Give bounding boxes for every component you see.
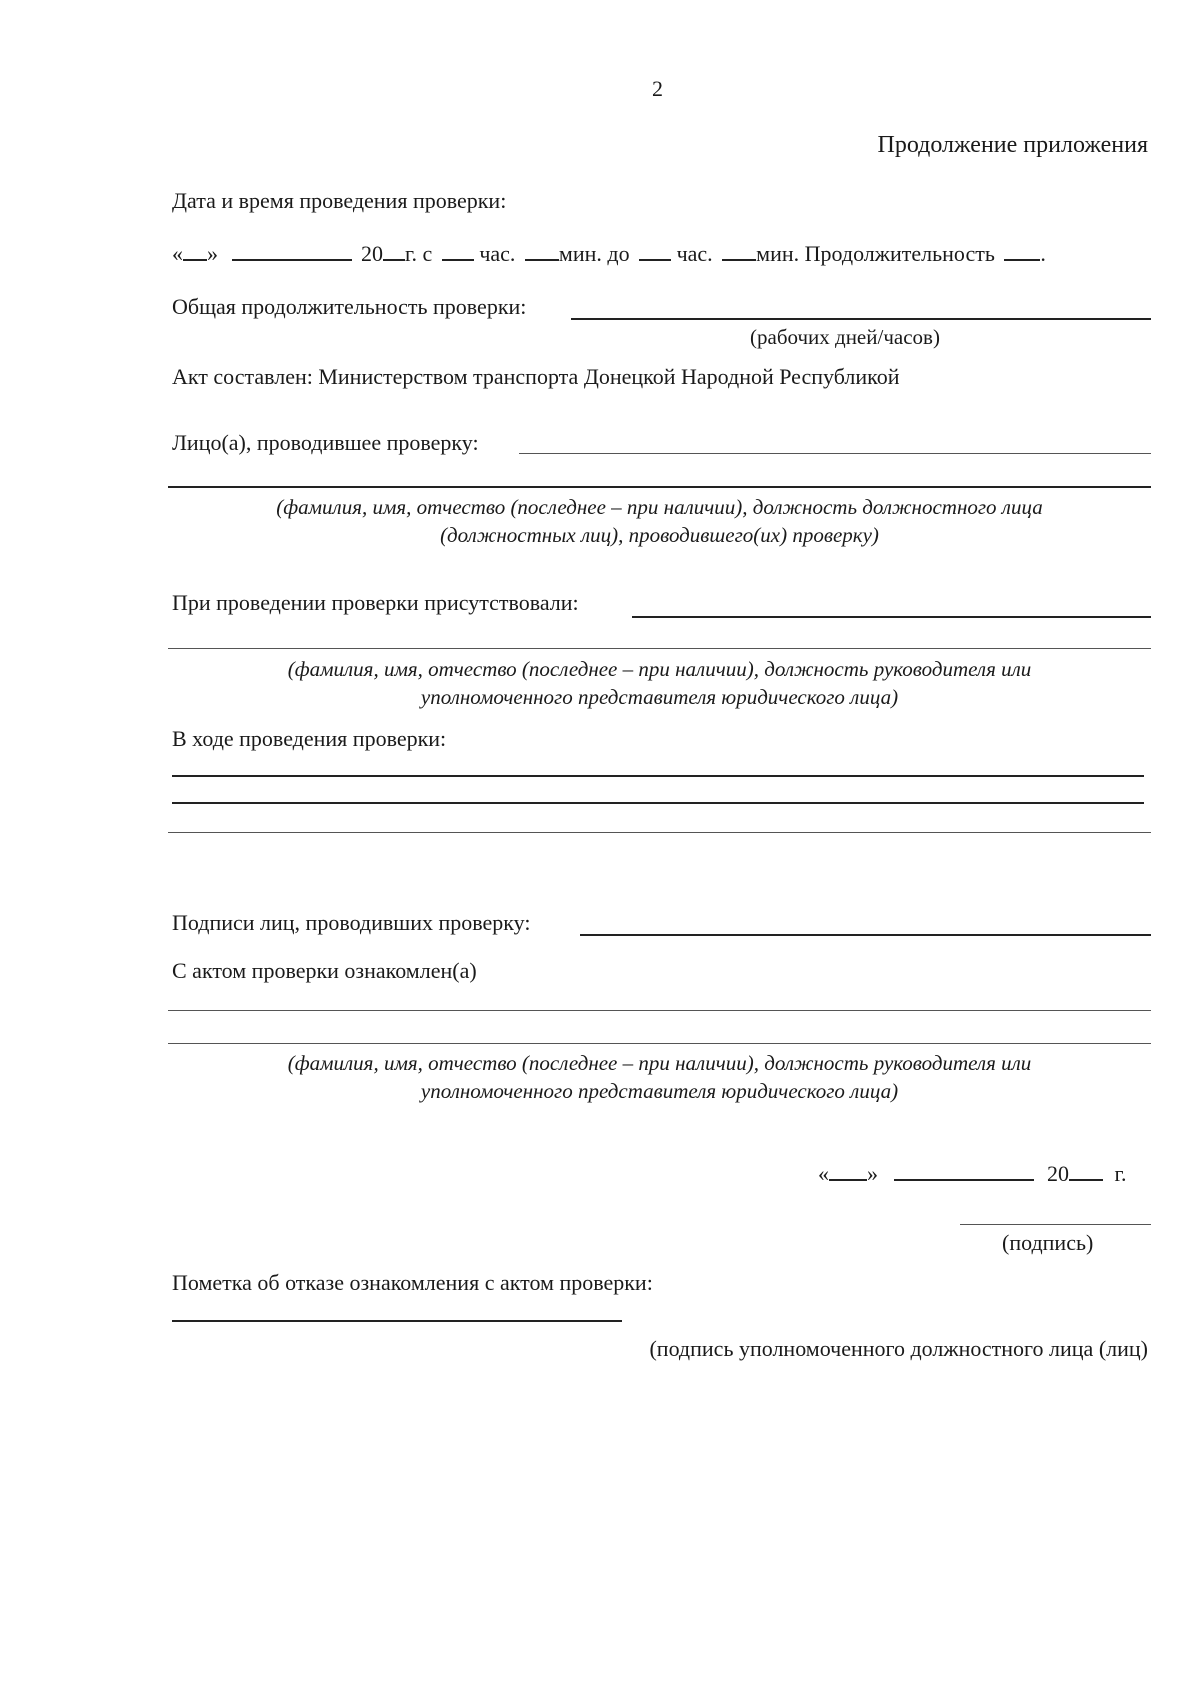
month-field[interactable]: [232, 240, 352, 261]
acknowledged-field-line-2[interactable]: [168, 1043, 1151, 1044]
acknowledged-hint-line-2: уполномоченного представителя юридического лица): [420, 1079, 899, 1103]
total-duration-hint: (рабочих дней/часов): [750, 325, 940, 349]
sign-date-row: [818, 1160, 1127, 1187]
findings-line-1[interactable]: [172, 775, 1144, 777]
attendees-label: При проведении проверки присутствовали:: [172, 590, 579, 615]
sign-day-field[interactable]: [829, 1160, 867, 1181]
refusal-label: Пометка об отказе ознакомления с актом проверки:: [172, 1270, 653, 1295]
signatures-field[interactable]: [580, 934, 1151, 936]
findings-label: В ходе проведения проверки:: [172, 726, 447, 751]
hours-label-2: час.: [676, 241, 713, 266]
total-duration-field[interactable]: [571, 318, 1151, 320]
inspectors-field[interactable]: [519, 453, 1151, 454]
findings-line-3[interactable]: [168, 832, 1151, 833]
start-hour-field[interactable]: [442, 240, 474, 261]
signatures-label: Подписи лиц, проводивших проверку:: [172, 910, 531, 935]
minutes-label-2: мин. Продолжительность: [756, 241, 995, 266]
signature-hint: (подпись): [1002, 1230, 1094, 1255]
sign-quote-close: »: [867, 1161, 878, 1186]
attendees-field[interactable]: [632, 616, 1151, 618]
sign-year-prefix: 20: [1047, 1161, 1069, 1186]
year-suffix: г. с: [405, 241, 433, 266]
page-header: Продолжение приложения: [877, 132, 1148, 158]
end-hour-field[interactable]: [639, 240, 671, 261]
attendees-hint-line-1: (фамилия, имя, отчество (последнее – при наличии), должность руководителя или: [287, 657, 1032, 681]
quote-open: «: [172, 241, 183, 266]
acknowledged-hint-line-1: (фамилия, имя, отчество (последнее – при наличии), должность руководителя или: [287, 1051, 1032, 1075]
acknowledged-field[interactable]: [168, 1010, 1151, 1011]
refusal-hint: (подпись уполномоченного должностного лица (лиц): [649, 1336, 1148, 1361]
attendees-hint-line-2: уполномоченного представителя юридического лица): [420, 685, 899, 709]
year-prefix: 20: [361, 241, 383, 266]
signature-field[interactable]: [960, 1224, 1151, 1225]
inspectors-label: Лицо(а), проводившее проверку:: [172, 430, 479, 455]
date-time-row: [172, 240, 1046, 267]
composed-by: Акт составлен: Министерством транспорта Донецкой Народной Республикой: [172, 364, 900, 389]
refusal-field[interactable]: [172, 1320, 622, 1322]
sign-quote-open: «: [818, 1161, 829, 1186]
end-minute-field[interactable]: [722, 240, 756, 261]
page-number: 2: [652, 76, 663, 101]
minutes-label-1: мин. до: [558, 241, 630, 266]
inspectors-hint-line-2: (должностных лиц), проводившего(их) проверку): [440, 523, 879, 547]
duration-field[interactable]: [1004, 240, 1040, 261]
day-field[interactable]: [183, 240, 207, 261]
year-field[interactable]: [383, 240, 405, 261]
attendees-field-line-2[interactable]: [168, 648, 1151, 649]
date-time-end: .: [1040, 241, 1046, 266]
acknowledged-label: С актом проверки ознакомлен(а): [172, 958, 477, 983]
sign-year-suffix: г.: [1114, 1161, 1127, 1186]
sign-year-field[interactable]: [1069, 1160, 1103, 1181]
inspectors-hint-line-1: (фамилия, имя, отчество (последнее – при наличии), должность должностного лица: [276, 495, 1043, 519]
total-duration-label: Общая продолжительность проверки:: [172, 294, 527, 319]
sign-month-field[interactable]: [894, 1160, 1034, 1181]
date-time-label: Дата и время проведения проверки:: [172, 188, 507, 213]
inspectors-field-line-2[interactable]: [168, 486, 1151, 488]
hours-label-1: час.: [479, 241, 516, 266]
start-minute-field[interactable]: [525, 240, 559, 261]
quote-close: »: [207, 241, 218, 266]
findings-line-2[interactable]: [172, 802, 1144, 804]
